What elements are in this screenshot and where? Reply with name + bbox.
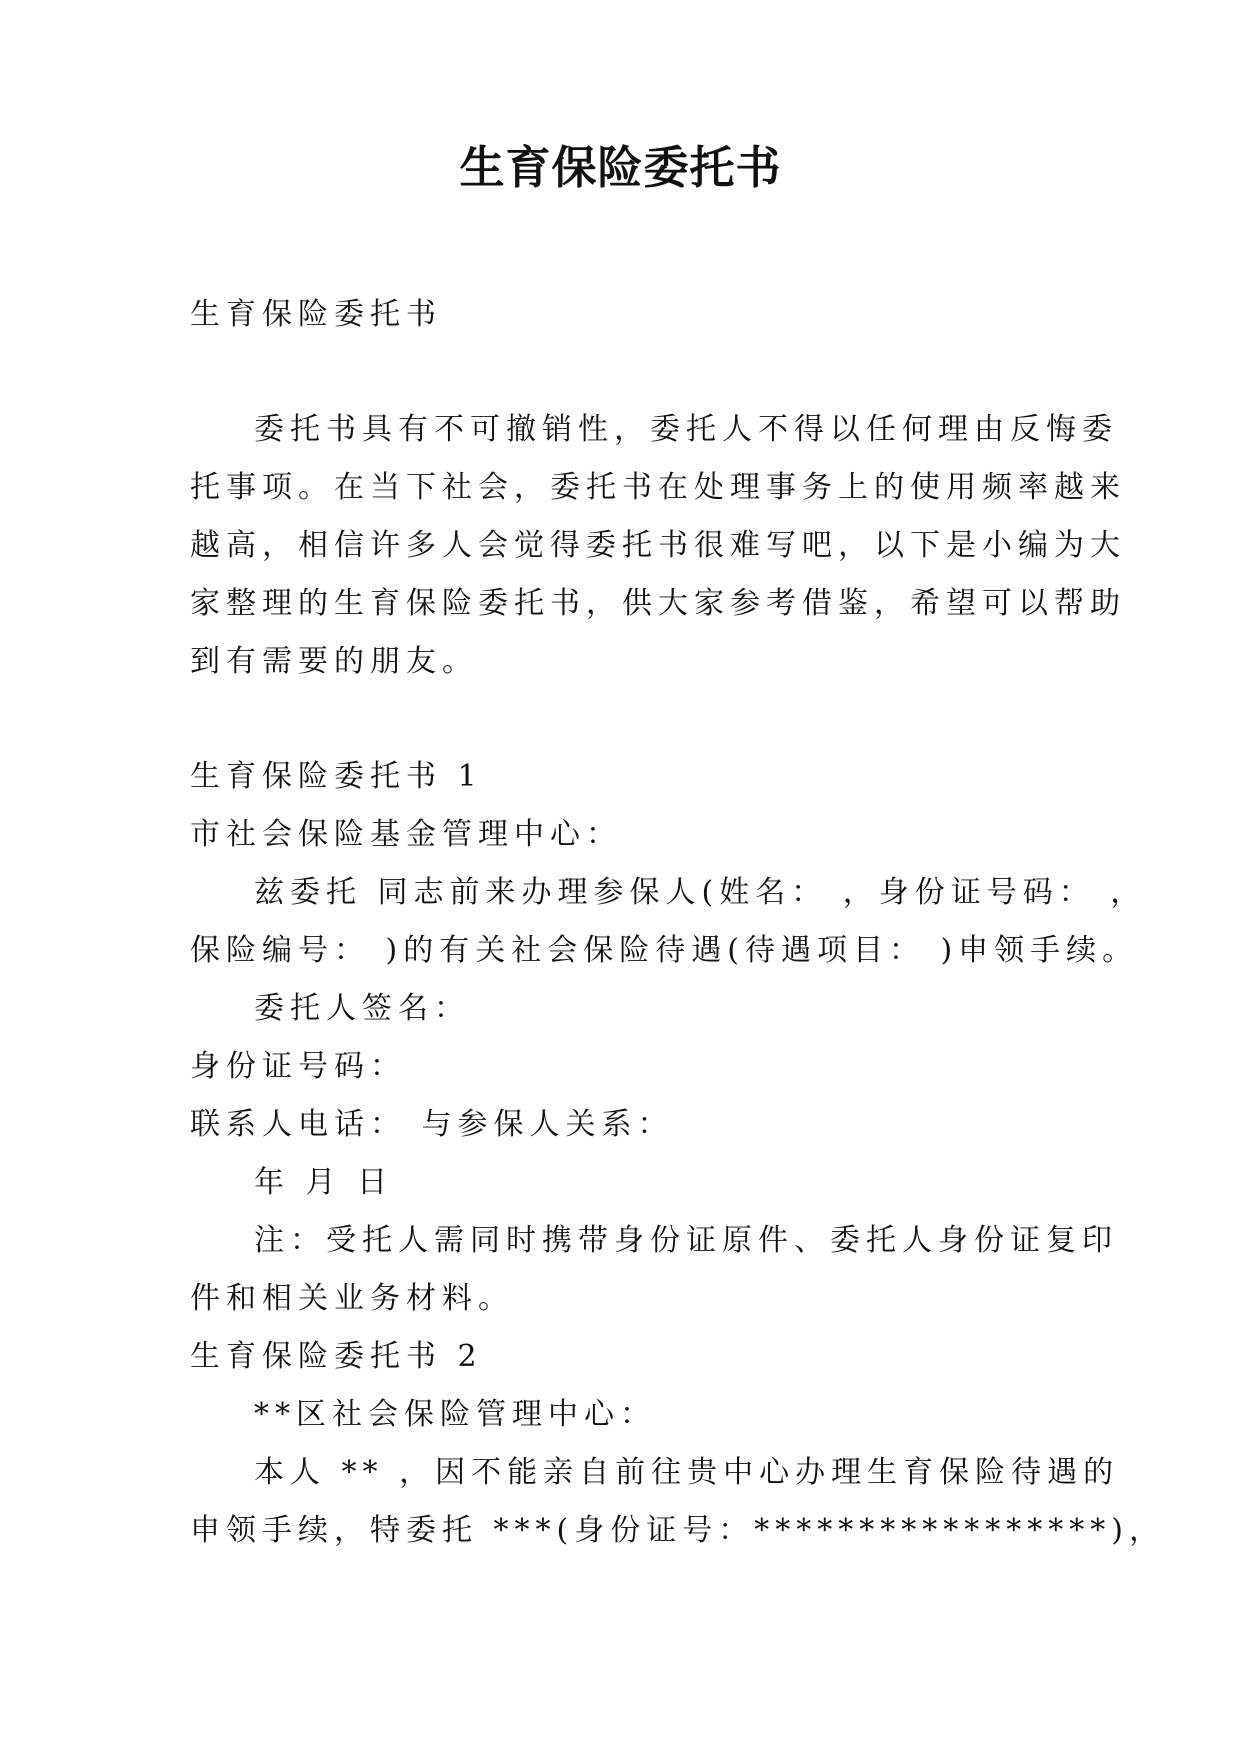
signature-line: 委托人签名： <box>254 991 470 1026</box>
note-line: 注：受托人需同时携带身份证原件、委托人身份证复印 <box>254 1223 1118 1258</box>
note-line: 件和相关业务材料。 <box>190 1281 514 1316</box>
section2-addressee: **区社会保险管理中心： <box>254 1397 656 1432</box>
id-number-line: 身份证号码： <box>190 1049 406 1084</box>
section1-body-line: 兹委托 同志前来办理参保人(姓名： ，身份证号码： ， <box>254 875 1147 910</box>
section2-heading: 生育保险委托书 2 <box>190 1339 483 1374</box>
intro-line: 委托书具有不可撤销性，委托人不得以任何理由反悔委 <box>254 412 1118 447</box>
subtitle: 生育保险委托书 <box>190 297 442 332</box>
section2-body-line: 本人 ** ，因不能亲自前往贵中心办理生育保险待遇的 <box>254 1455 1120 1490</box>
intro-line: 到有需要的朋友。 <box>190 644 478 679</box>
intro-line: 越高，相信许多人会觉得委托书很难写吧，以下是小编为大 <box>190 528 1126 563</box>
document-title: 生育保险委托书 <box>459 141 782 194</box>
section2-body-line: 申领手续，特委托 ***(身份证号：*****************)， <box>190 1513 1165 1548</box>
section1-heading: 生育保险委托书 1 <box>190 759 483 794</box>
intro-line: 家整理的生育保险委托书，供大家参考借鉴，希望可以帮助 <box>190 586 1126 621</box>
contact-line: 联系人电话： 与参保人关系： <box>190 1107 674 1142</box>
section1-body-line: 保险编号： )的有关社会保险待遇(待遇项目： )申领手续。 <box>190 933 1139 968</box>
section1-addressee: 市社会保险基金管理中心： <box>190 817 622 852</box>
date-line: 年 月 日 <box>254 1165 394 1200</box>
intro-line: 托事项。在当下社会，委托书在处理事务上的使用频率越来 <box>190 470 1126 505</box>
